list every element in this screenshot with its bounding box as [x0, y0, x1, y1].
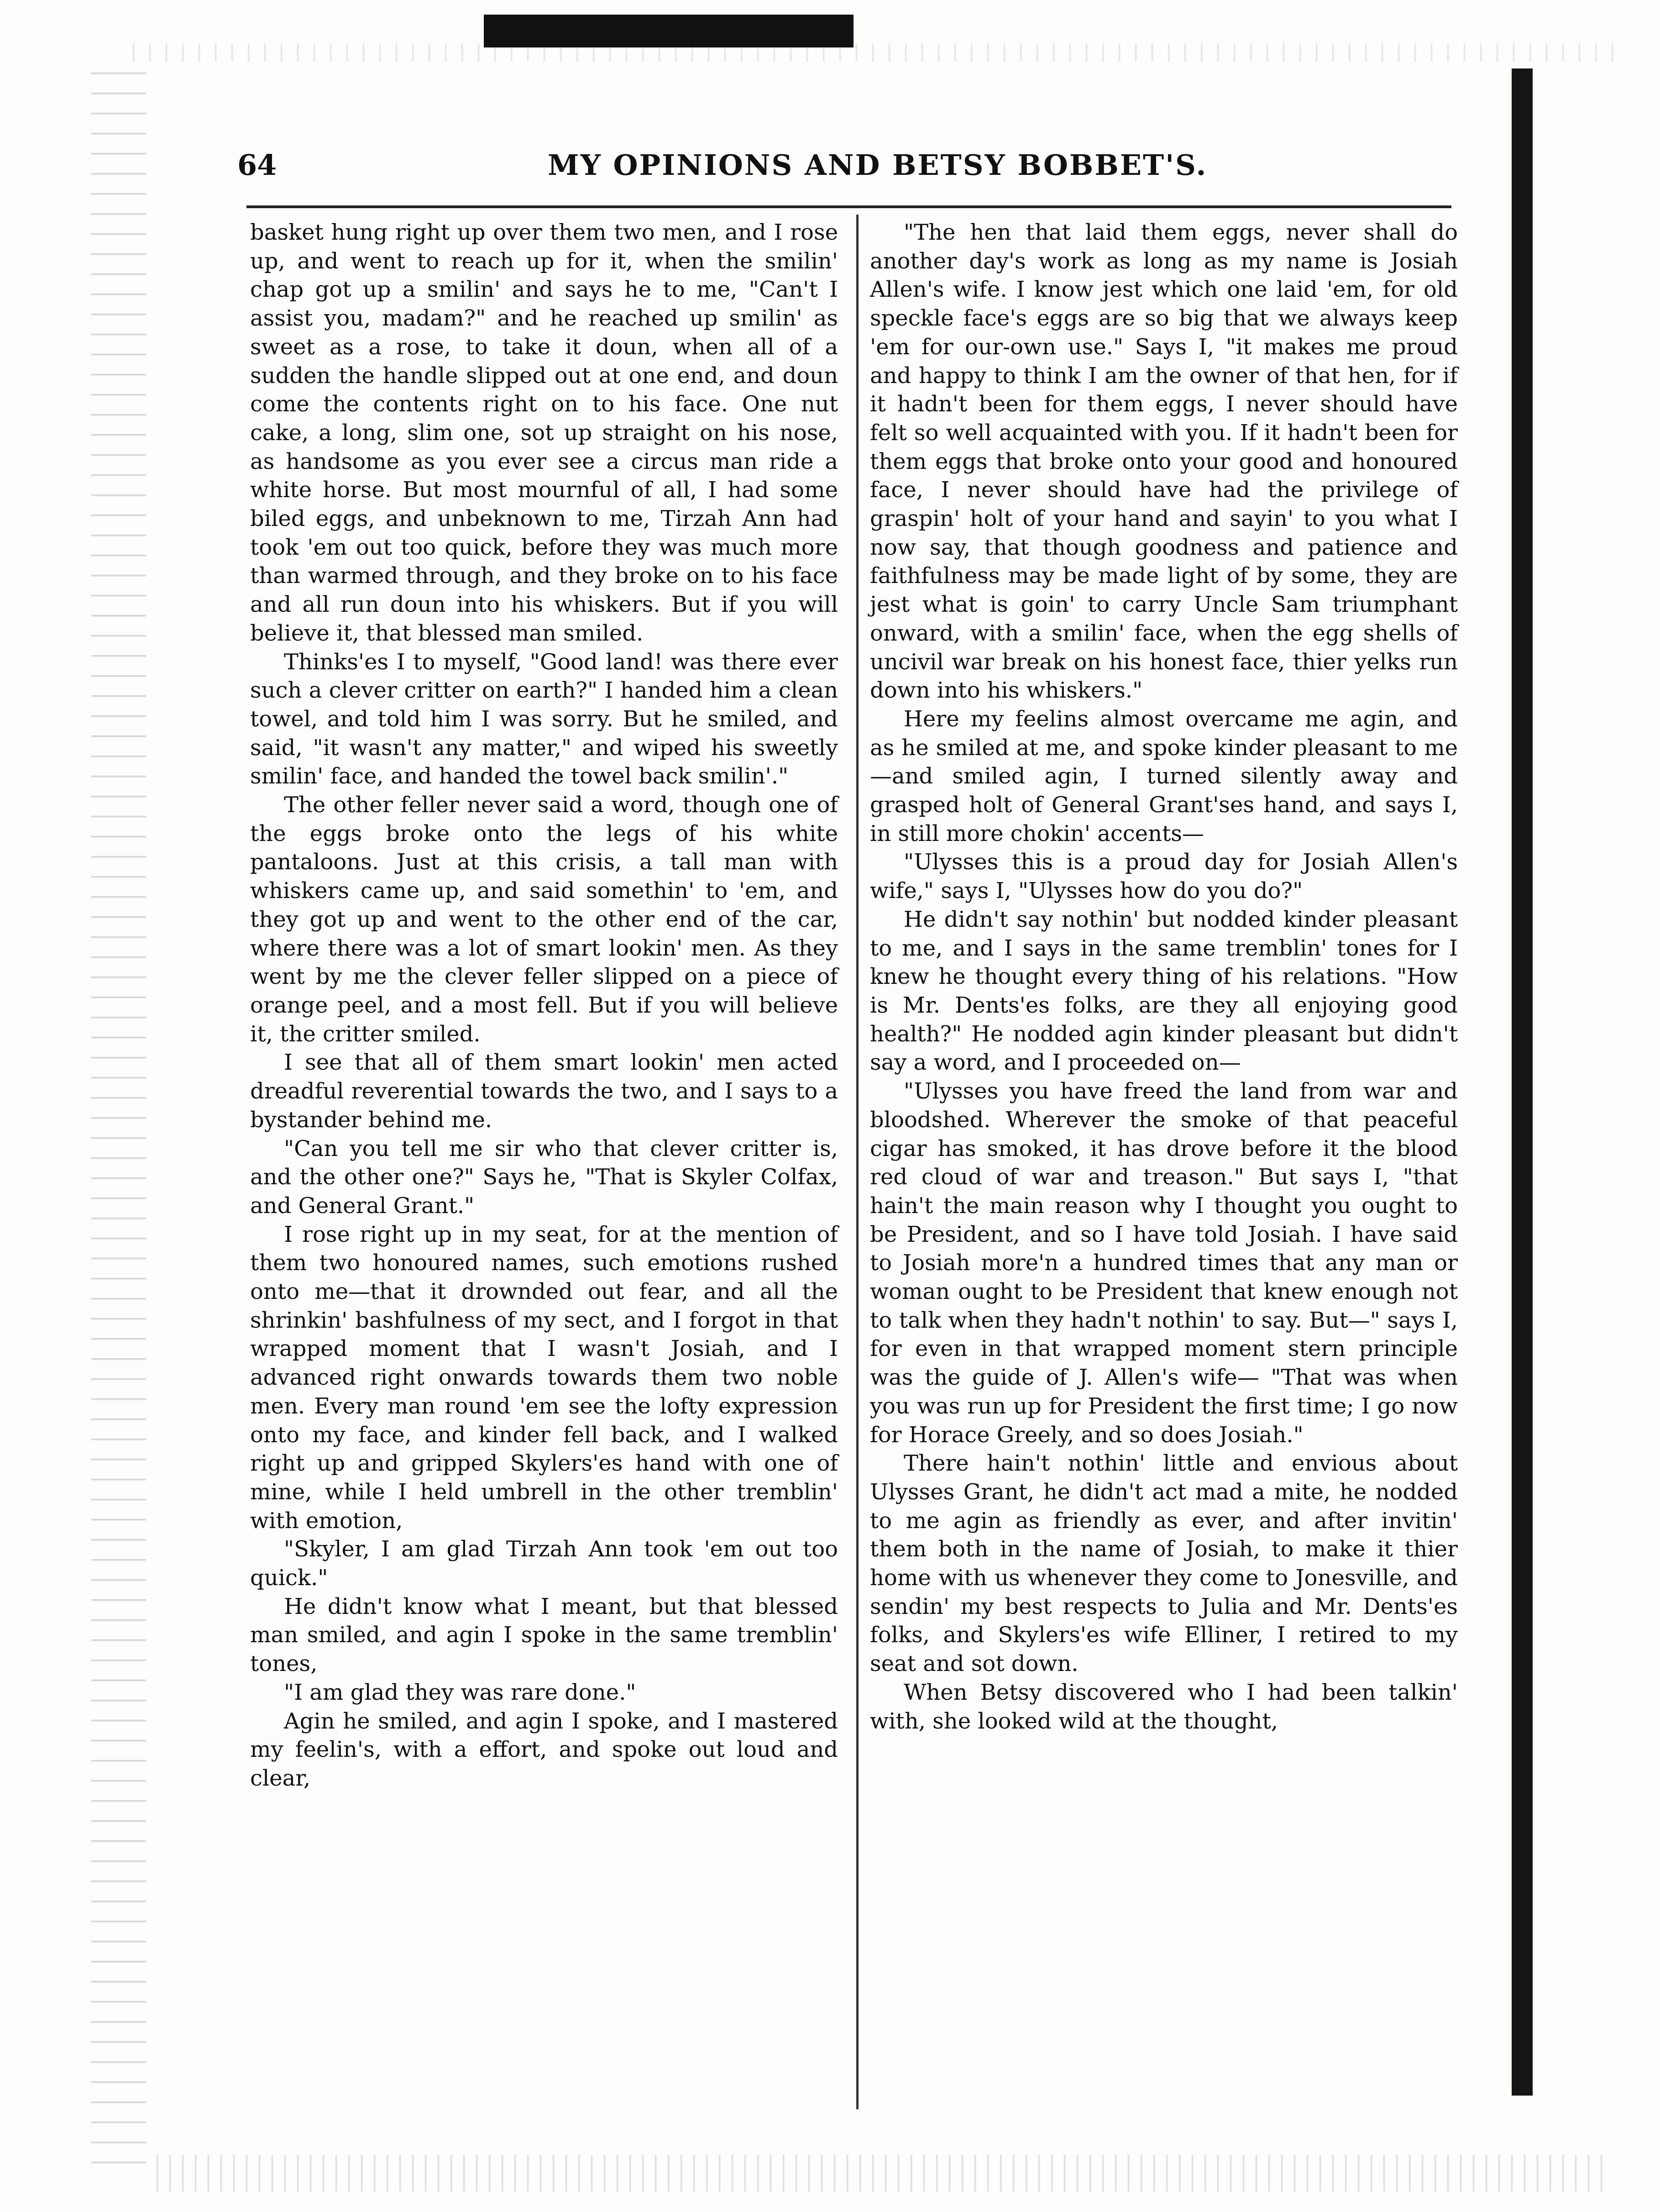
running-title: MY OPINIONS AND BETSY BOBBET'S.: [548, 148, 1208, 182]
paragraph: basket hung right up over them two men, and I rose up, and went to reach up for it, when the smilin' chap got up a smilin' and says he to me, "Can't I assist you, madam?" and he reached up smilin' as sweet as a rose, to take it doun, when all of a sudden the handle slipped out at one end, and doun come the contents right on to his face. One nut cake, a long, slim one, sot up straight on his nose, as handsome as you ever see a circus man ride a white horse. But most mournful of all, I had some biled eggs, and unbeknown to me, Tirzah Ann had took 'em out too quick, before they was much more than warmed through, and they broke on to his face and all run doun into his whiskers. But if you will believe it, that blessed man smiled.: [250, 220, 838, 646]
paragraph: Agin he smiled, and agin I spoke, and I mastered my feelin's, with a effort, and spoke out loud and clear,: [250, 1708, 838, 1791]
paragraph: Here my feelins almost overcame me agin, and as he smiled at me, and spoke kinder pleasant to me—and smiled agin, I turned silently away and grasped holt of General Grant'ses hand, and says I, in still more chokin' accents—: [870, 706, 1458, 846]
text-column-left: [250, 218, 838, 1793]
scan-noise-top: [119, 43, 1625, 62]
scan-noise-bottom: [146, 2155, 1607, 2191]
paragraph: "Ulysses this is a proud day for Josiah Allen's wife," says I, "Ulysses how do you do?": [870, 849, 1458, 904]
paragraph: The other feller never said a word, though one of the eggs broke onto the legs of his white pantaloons. Just at this crisis, a tall man with whiskers came up, and said somethin' to 'em, and they got up and went to the other end of the car, where there was a lot of smart lookin' men. As they went by me the clever feller slipped on a piece of orange peel, and a most fell. But if you will believe it, the critter smiled.: [250, 792, 838, 1047]
paragraph: "Can you tell me sir who that clever critter is, and the other one?" Says he, "That is Skyler Colfax, and General Grant.": [250, 1135, 838, 1219]
scan-black-bar: [484, 15, 854, 47]
paragraph: "I am glad they was rare done.": [284, 1679, 636, 1705]
paragraph: "Skyler, I am glad Tirzah Ann took 'em out too quick.": [250, 1536, 838, 1591]
paragraph: I rose right up in my seat, for at the mention of them two honoured names, such emotions rushed onto me—that it drownded out fear, and all the shrinkin' bashfulness of my sect, and I forgot in that wrapped moment that I wasn't Josiah, and I advanced right onwards towards them two noble men. Every man round 'em see the lofty expression onto my face, and kinder fell back, and I walked right up and gripped Skylers'es hand with one of mine, while I held umbrell in the other tremblin' with emotion,: [250, 1221, 838, 1534]
paragraph: He didn't know what I meant, but that blessed man smiled, and agin I spoke in the same tremblin' tones,: [250, 1593, 838, 1677]
paragraph: I see that all of them smart lookin' men acted dreadful reverential towards the two, and I says to a bystander behind me.: [250, 1050, 838, 1133]
paragraph: "Ulysses you have freed the land from war and bloodshed. Wherever the smoke of that peaceful cigar has smoked, it has drove before it the blood red cloud of war and treason." But says I, "that hain't the main reason why I thought you ought to be President, and so I have told Josiah. I have said to Josiah more'n a hundred times that any man or woman ought to be President that knew enough not to talk when they hadn't nothin' to say. But—" says I, for even in that wrapped moment stern principle was the guide of J. Allen's wife— "That was when you was run up for President the first time; I go now for Horace Greely, and so does Josiah.": [870, 1078, 1458, 1448]
paragraph: "The hen that laid them eggs, never shall do another day's work as long as my name is Josiah Allen's wife. I know jest which one laid 'em, for old speckle face's eggs are so big that we always keep 'em for our-own use." Says I, "it makes me proud and happy to think I am the owner of that hen, for if it hadn't been for them eggs, I never should have felt so well acquainted with you. If it hadn't been for them eggs that broke onto your good and honoured face, I never should have had the privilege of graspin' holt of your hand and sayin' to you what I now say, that though goodness and patience and faithfulness may be made light of by some, they are jest what is goin' to carry Uncle Sam triumphant onward, with a smilin' face, when the egg shells of uncivil war break on his honest face, thier yelks run down into his whiskers.": [870, 220, 1458, 704]
paragraph: When Betsy discovered who I had been talkin' with, she looked wild at the thought,: [870, 1679, 1458, 1734]
text-column-right: [870, 218, 1458, 1735]
scan-noise-left-edge: [91, 55, 146, 2178]
paragraph: There hain't nothin' little and envious about Ulysses Grant, he didn't act mad a mite, he nodded to me agin as friendly as ever, and after invitin' them both in the name of Josiah, to make it thier home with us whenever they come to Jonesville, and sendin' my best respects to Julia and Mr. Dents'es folks, and Skylers'es wife Elliner, I retired to my seat and sot down.: [870, 1450, 1458, 1677]
page-number: 64: [237, 148, 277, 182]
paragraph: He didn't say nothin' but nodded kinder pleasant to me, and I says in the same tremblin' tones for I knew he thought every thing of his relations. "How is Mr. Dents'es folks, are they all enjoying good health?" He nodded agin kinder pleasant but didn't say a word, and I proceeded on—: [870, 906, 1458, 1076]
header-rule: [246, 205, 1451, 208]
column-divider: [856, 215, 859, 2109]
page-header: [237, 148, 1488, 203]
paragraph: Thinks'es I to myself, "Good land! was there ever such a clever critter on earth?" I handed him a clean towel, and told him I was sorry. But he smiled, and said, "it wasn't any matter," and wiped his sweetly smilin' face, and handed the towel back smilin'.": [250, 649, 838, 789]
scan-black-right-edge: [1512, 68, 1533, 2096]
